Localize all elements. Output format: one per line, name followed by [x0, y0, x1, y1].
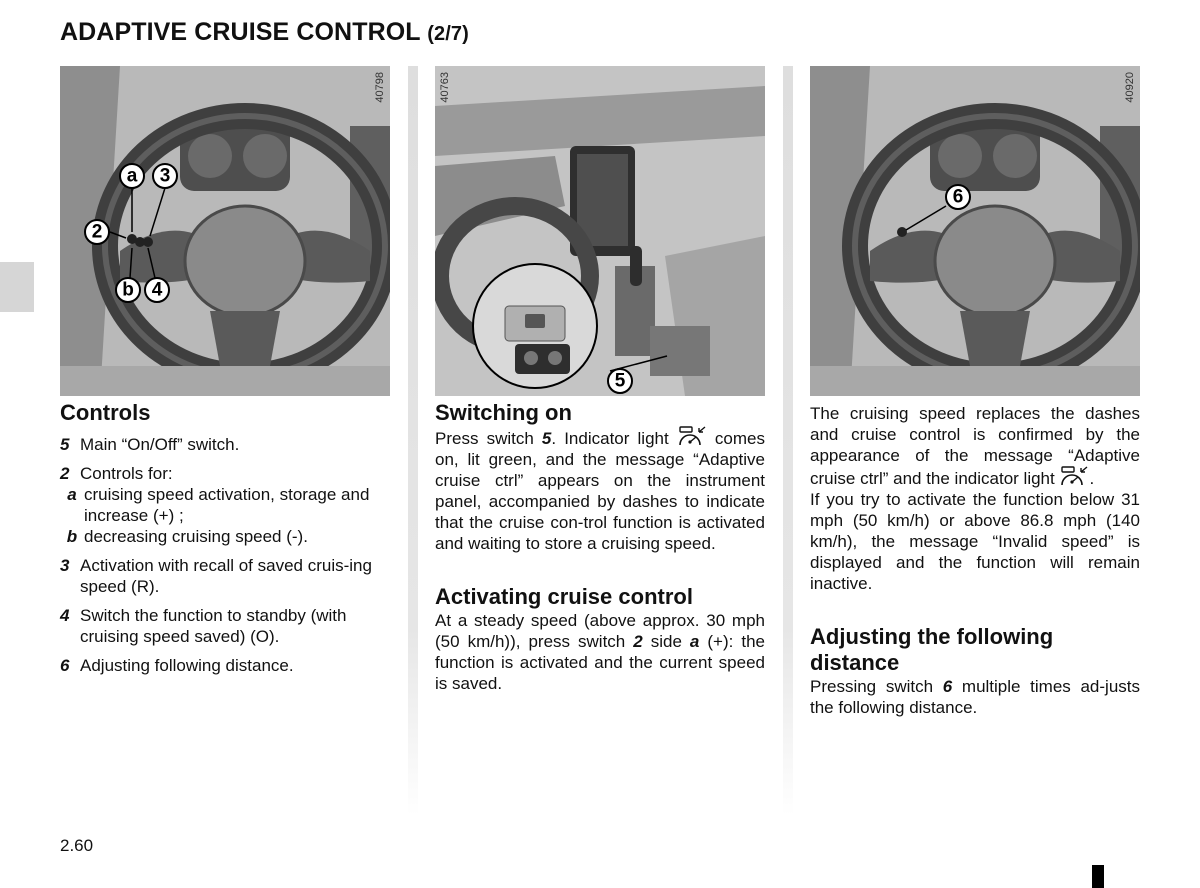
activating-heading: Activating cruise control: [435, 584, 693, 609]
text-run: .: [1089, 469, 1095, 488]
item-number: 2: [60, 464, 70, 483]
text-run: (+): the function is activated and the current speed is saved.: [435, 632, 765, 693]
item-text: Adjusting following distance.: [80, 656, 294, 675]
callout-a: [120, 164, 144, 188]
page-marker: [1092, 865, 1104, 888]
item-text: decreasing cruising speed (-).: [84, 527, 308, 546]
figure-ref-number: 40798: [374, 72, 386, 103]
callout-4: [145, 278, 169, 302]
item-number: 3: [60, 556, 70, 575]
adaptive-cruise-indicator-icon: [677, 426, 707, 448]
svg-text:6: 6: [952, 186, 964, 208]
figure-ref-number: 40763: [439, 72, 451, 103]
adjusting-heading: Adjusting the following distance: [810, 624, 1054, 675]
adjusting-text: [810, 676, 1140, 718]
title-text: ADAPTIVE CRUISE CONTROL: [60, 18, 421, 46]
text-run: . Indicator light: [551, 429, 677, 448]
console-illustration: [435, 66, 765, 396]
switch-ref: 2: [633, 632, 643, 651]
list-item: [60, 605, 390, 647]
switching-on-heading: Switching on: [435, 400, 572, 425]
svg-text:b: b: [122, 279, 134, 301]
column-divider-right: [783, 66, 793, 816]
callout-6: [946, 185, 970, 209]
svg-text:5: 5: [614, 370, 626, 392]
text-run: Press switch: [435, 429, 542, 448]
item-letter: b: [66, 527, 78, 546]
item-text: Activation with recall of saved cruis-ing speed (R).: [80, 556, 372, 596]
confirmation-section: [810, 403, 1140, 718]
section-tab: [0, 262, 34, 312]
side-ref: a: [689, 632, 700, 651]
item-letter: a: [67, 485, 77, 504]
svg-text:a: a: [126, 165, 138, 187]
list-item: [60, 434, 390, 455]
figure-steering-wheel-controls: [60, 66, 390, 396]
switch-ref: 5: [541, 429, 552, 448]
figure-ref-number: 40920: [1124, 72, 1136, 103]
svg-text:3: 3: [159, 165, 171, 187]
text-run: multiple times ad-justs the following distance.: [810, 677, 1140, 717]
controls-heading: Controls: [60, 400, 151, 425]
callout-b: [116, 278, 140, 302]
figure-console-main-switch: [435, 66, 765, 396]
list-item: [60, 555, 390, 597]
switch-ref: 6: [942, 677, 953, 696]
column-divider-left: [408, 66, 418, 816]
item-number: 6: [60, 656, 70, 675]
svg-text:2: 2: [91, 221, 103, 243]
page-number: 2.60: [60, 836, 94, 855]
controls-section: [60, 400, 390, 684]
steering-wheel-illustration: [60, 66, 390, 396]
item-text: Main “On/Off” switch.: [80, 435, 240, 454]
callout-3: [153, 164, 177, 188]
list-item: [60, 463, 390, 484]
sub-list-item: [60, 484, 390, 526]
item-text: Switch the function to standby (with cruising speed saved) (O).: [80, 606, 347, 646]
invalid-speed-text: If you try to activate the function below 31 mph (50 km/h) or above 86.8 mph (140 km/h), the message “Invalid speed” is displayed and the function will remain inactive.: [810, 490, 1140, 593]
list-item: [60, 655, 390, 676]
sub-list-item: [60, 526, 390, 547]
text-run: side: [642, 632, 690, 651]
activating-text: [435, 610, 765, 694]
svg-text:4: 4: [151, 279, 163, 301]
title-part: (2/7): [427, 23, 469, 45]
switching-on-text: [435, 426, 765, 554]
callout-2: [85, 220, 109, 244]
item-number: 5: [60, 435, 70, 454]
item-number: 4: [60, 606, 70, 625]
text-run: comes on, lit green, and the message “Adaptive cruise ctrl” appears on the instrument panel, accompanied by dashes to indicate that the cruise con-trol function is activated and waiting to store a cruising speed.: [435, 429, 765, 553]
callout-5: [608, 369, 632, 393]
steering-wheel-illustration: [810, 66, 1140, 396]
text-run: Pressing switch: [810, 677, 943, 696]
page-title: [60, 18, 469, 47]
figure-steering-wheel-distance: [810, 66, 1140, 396]
item-text: cruising speed activation, storage and increase (+) ;: [84, 485, 370, 525]
switching-on-section: [435, 400, 765, 694]
text-run: At a steady speed (above approx. 30 mph (50 km/h)), press switch: [435, 611, 765, 651]
text-run: The cruising speed replaces the dashes and cruise control is confirmed by the appearance of the message “Adaptive cruise ctrl” and the indicator light: [810, 404, 1140, 488]
item-text: Controls for:: [80, 464, 173, 483]
adaptive-cruise-indicator-icon: [1059, 466, 1089, 488]
confirmation-text: [810, 403, 1140, 489]
